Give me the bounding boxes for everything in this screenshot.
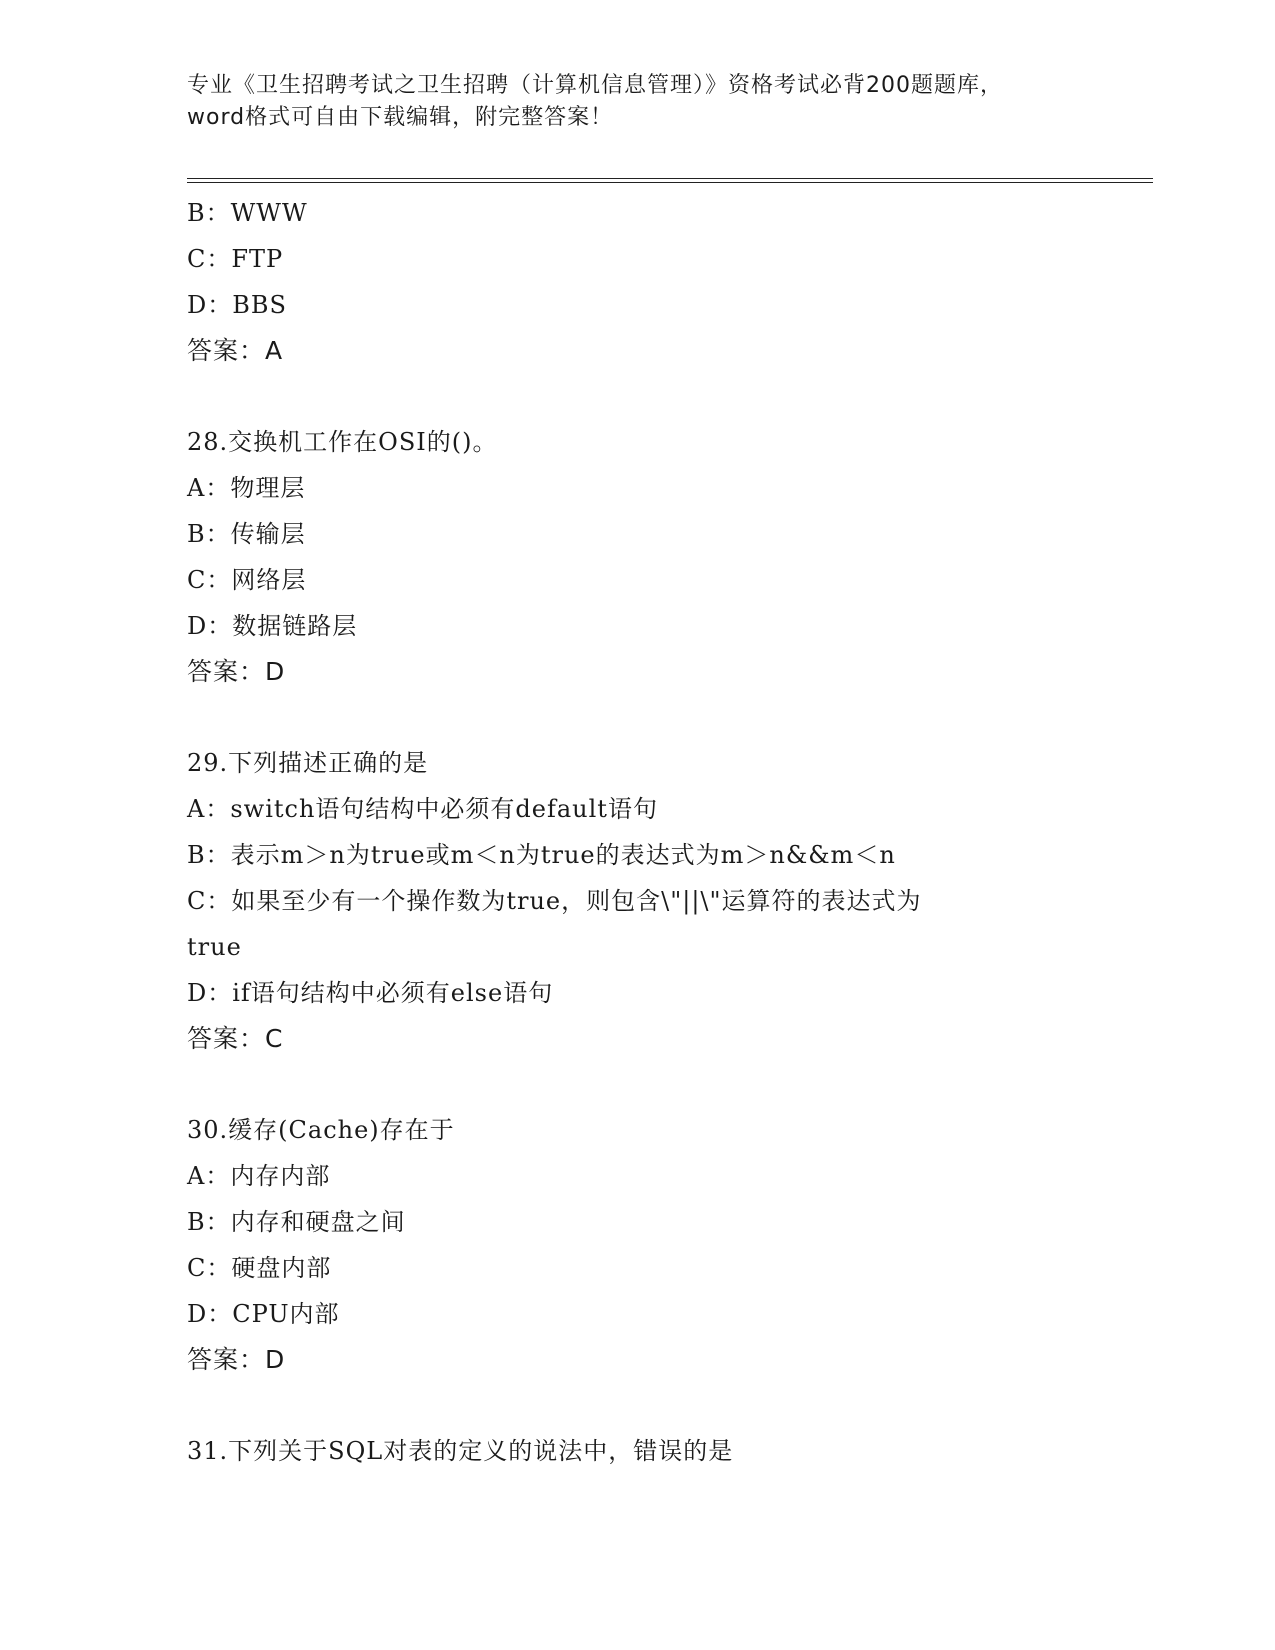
answer-line: 答案：A <box>187 336 284 365</box>
question-29 <box>187 740 1087 1062</box>
option-b: B：WWW <box>187 199 308 227</box>
header-title-line-2: word格式可自由下载编辑，附完整答案！ <box>187 105 614 130</box>
option-d: D：BBS <box>187 291 287 319</box>
option-d: D：数据链路层 <box>187 612 358 640</box>
option-b: B：传输层 <box>187 520 306 548</box>
option-d: D：if语句结构中必须有else语句 <box>187 979 554 1007</box>
question-stem: 28.交换机工作在OSI的()。 <box>187 428 498 456</box>
previous-question-tail <box>187 190 1087 374</box>
option-a: A：物理层 <box>187 474 306 502</box>
answer-line: 答案：C <box>187 1024 284 1053</box>
question-31 <box>187 1428 1087 1474</box>
option-c: C：网络层 <box>187 566 307 594</box>
question-stem: 29.下列描述正确的是 <box>187 749 429 777</box>
spacer <box>187 1383 1087 1428</box>
spacer <box>187 695 1087 740</box>
spacer <box>187 1062 1087 1107</box>
question-list <box>187 190 1087 1474</box>
option-d: D：CPU内部 <box>187 1300 340 1328</box>
answer-line: 答案：D <box>187 657 286 686</box>
option-b: B：表示m＞n为true或m＜n为true的表达式为m＞n&&m＜n <box>187 841 896 869</box>
question-28 <box>187 419 1087 695</box>
question-stem: 31.下列关于SQL对表的定义的说法中，错误的是 <box>187 1437 734 1465</box>
question-30 <box>187 1107 1087 1383</box>
option-a: A：内存内部 <box>187 1162 331 1190</box>
header-title-line-1: 专业《卫生招聘考试之卫生招聘（计算机信息管理）》资格考试必背200题题库， <box>187 73 1003 98</box>
document-header <box>187 70 1087 134</box>
answer-line: 答案：D <box>187 1345 286 1374</box>
option-c: C：硬盘内部 <box>187 1254 332 1282</box>
question-stem: 30.缓存(Cache)存在于 <box>187 1116 455 1144</box>
option-c: C：如果至少有一个操作数为true，则包含\"||\"运算符的表达式为 <box>187 887 922 915</box>
option-c: C：FTP <box>187 245 284 273</box>
header-divider <box>187 178 1153 183</box>
option-b: B：内存和硬盘之间 <box>187 1208 406 1236</box>
option-a: A：switch语句结构中必须有default语句 <box>187 795 658 823</box>
option-c-continuation: true <box>187 933 242 961</box>
spacer <box>187 374 1087 419</box>
